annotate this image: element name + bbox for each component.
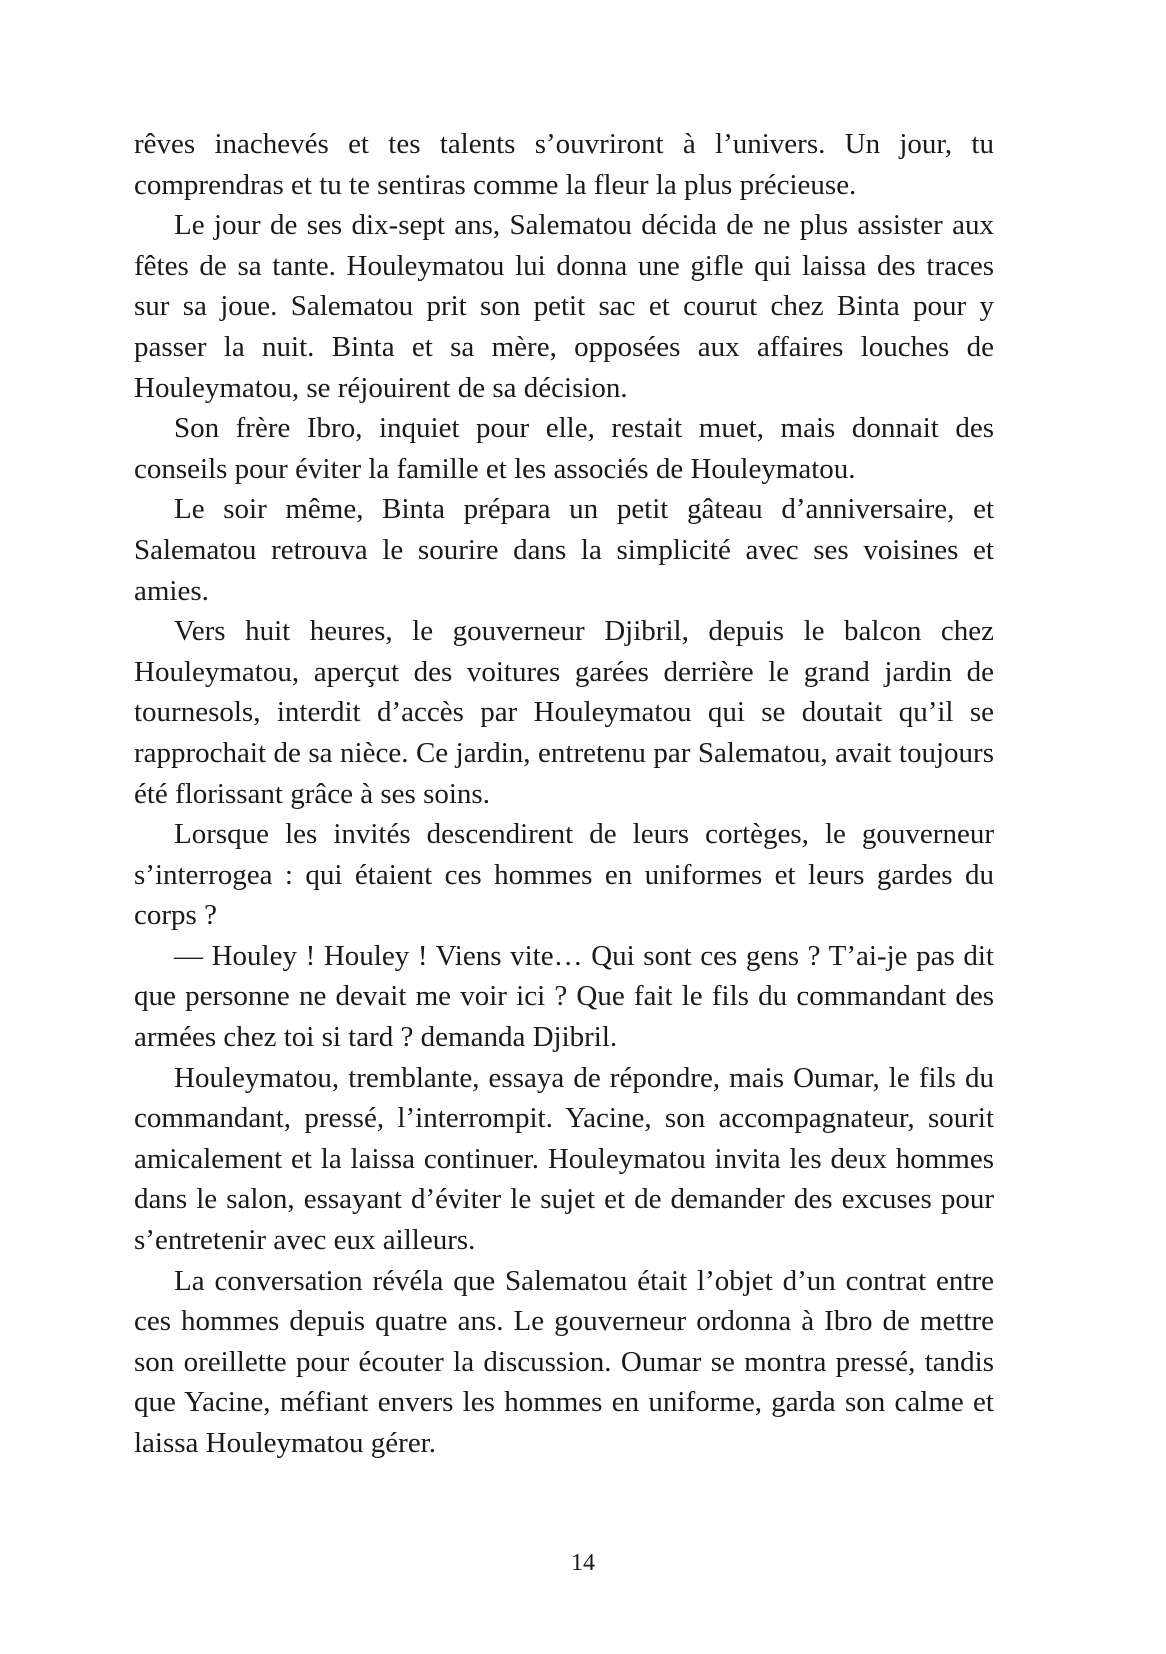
paragraph: Vers huit heures, le gouverneur Djibril, depuis le balcon chez Houleymatou, aperçut des voitures garées derrière le grand jardin de tournesols, interdit d’accès par Houleymatou qui se doutait qu’il se rapprochait de sa nièce. Ce jardin, entretenu par Salematou, avait toujours été florissant grâce à ses soins. — [134, 615, 994, 810]
paragraph: Lorsque les invités descendirent de leurs cortèges, le gouverneur s’interrogea : qui étaient ces hommes en uniformes et leurs gardes du corps ? — [134, 818, 994, 932]
paragraph: Houleymatou, tremblante, essaya de répondre, mais Oumar, le fils du commandant, pressé, l’interrompit. Yacine, son accompagnateur, sourit amicalement et la laissa continuer. Houleymatou invita les deux hommes dans le salon, essayant d’éviter le sujet et de demander des excuses pour s’entretenir avec eux ailleurs. — [134, 1061, 994, 1257]
paragraph: Son frère Ibro, inquiet pour elle, restait muet, mais donnait des conseils pour éviter la famille et les associés de Houleymatou. — [134, 412, 994, 485]
paragraph: Le soir même, Binta prépara un petit gâteau d’anniversaire, et Salematou retrouva le sourire dans la simplicité avec ses voisines et amies. — [134, 493, 994, 607]
paragraph-continuation: rêves inachevés et tes talents s’ouvriront à l’univers. Un jour, tu comprendras et tu te sentiras comme la fleur la plus précieuse. — [134, 128, 994, 201]
dialogue-paragraph: — Houley ! Houley ! Viens vite… Qui sont ces gens ? T’ai-je pas dit que personne ne devait me voir ici ? Que fait le fils du commandant des armées chez toi si tard ? demanda Djibril. — [134, 939, 994, 1054]
body-text — [134, 124, 994, 1464]
paragraph: La conversation révéla que Salematou était l’objet d’un contrat entre ces hommes depuis quatre ans. Le gouverneur ordonna à Ibro de mettre son oreillette pour écouter la discussion. Oumar se montra pressé, tandis que Yacine, méfiant envers les hommes en uniforme, garda son calme et laissa Houleymatou gérer. — [134, 1264, 994, 1459]
page-number: 14 — [571, 1550, 595, 1576]
paragraph: Le jour de ses dix-sept ans, Salematou décida de ne plus assister aux fêtes de sa tante. Houleymatou lui donna une gifle qui laissa des traces sur sa joue. Salematou prit son petit sac et courut chez Binta pour y passer la nuit. Binta et sa mère, opposées aux affaires louches de Houleymatou, se réjouirent de sa décision. — [134, 209, 994, 404]
